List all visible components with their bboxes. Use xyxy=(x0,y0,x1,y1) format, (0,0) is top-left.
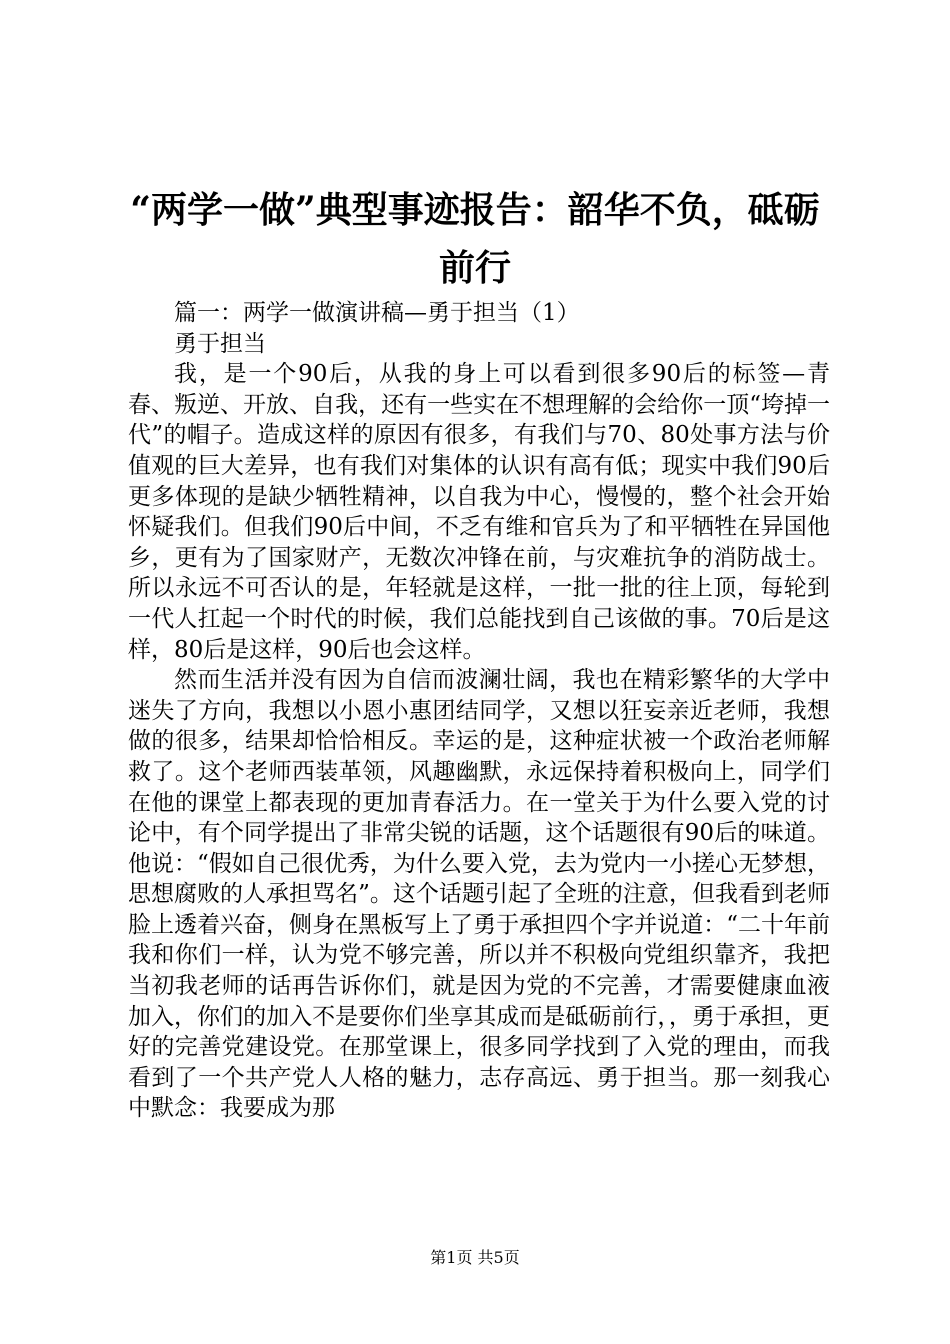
body-paragraph-1: 我，是一个90后，从我的身上可以看到很多90后的标签—青春、叛逆、开放、自我，还有一些实在不想理解的会给你一顶“垮掉一代”的帽子。造成这样的原因有很多，有我们与70、80处事方法与价值观的巨大差异，也有我们对集体的认识有高有低；现实中我们90后更多体现的是缺少牺牲精神，以自我为中心，慢慢的，整个社会开始怀疑我们。但我们90后中间，不乏有维和官兵为了和平牺牲在异国他乡，更有为了国家财产，无数次冲锋在前，与灾难抗争的消防战士。所以永远不可否认的是，年轻就是这样，一批一批的往上顶，每轮到一代人扛起一个时代的时候，我们总能找到自己该做的事。70后是这样，80后是这样，90后也会这样。 xyxy=(128,361,830,663)
body-paragraph-2: 然而生活并没有因为自信而波澜壮阔，我也在精彩繁华的大学中迷失了方向，我想以小恩小惠团结同学，又想以狂妄亲近老师，我想做的很多，结果却恰恰相反。幸运的是，这种症状被一个政治老师解救了。这个老师西装革领，风趣幽默，永远保持着积极向上，同学们在他的课堂上都表现的更加青春活力。在一堂关于为什么要入党的讨论中，有个同学提出了非常尖锐的话题，这个话题很有90后的味道。他说：“假如自己很优秀，为什么要入党，去为党内一小搓心无梦想，思想腐败的人承担骂名”。这个话题引起了全班的注意，但我看到老师脸上透着兴奋，侧身在黑板写上了勇于承担四个字并说道：“二十年前我和你们一样，认为党不够完善，所以并不积极向党组织靠齐，我把当初我老师的话再告诉你们，就是因为党的不完善，才需要健康血液加入，你们的加入不是要你们坐享其成而是砥砺前行，，勇于承担，更好的完善党建设党。在那堂课上，很多同学找到了入党的理由，而我看到了一个共产党人人格的魅力，志存高远、勇于担当。那一刻我心中默念：我要成为那 xyxy=(128,667,830,1122)
document-body xyxy=(128,298,830,1124)
page-footer: 第1页 共5页 xyxy=(430,1248,520,1267)
document-title-line-1: “两学一做”典型事迹报告：韶华不负，砥砺 xyxy=(130,189,820,231)
sub-heading: 勇于担当 xyxy=(174,330,266,357)
document-title-line-2: 前行 xyxy=(438,247,511,289)
section-heading: 篇一：两学一做演讲稿—勇于担当（1） xyxy=(174,300,580,326)
